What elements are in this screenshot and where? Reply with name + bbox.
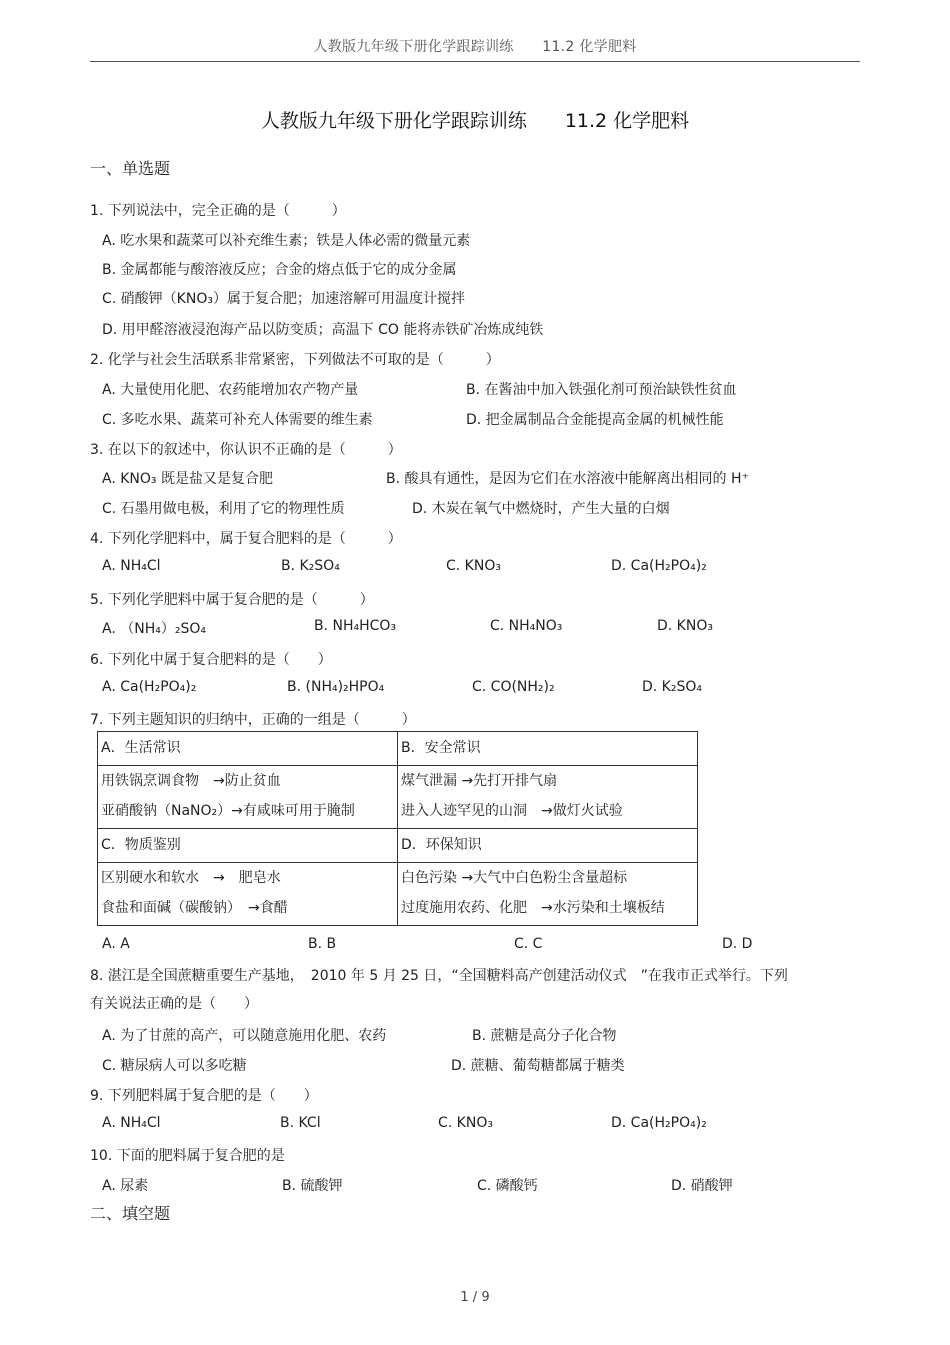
table-d-line-1: 白色污染 →大气中白色粉尘含量超标 — [401, 870, 628, 886]
question-5-stem: 5. 下列化学肥料中属于复合肥的是（ ） — [90, 592, 374, 608]
question-5-option-d: D. KNO₃ — [657, 618, 713, 634]
question-6-stem: 6. 下列化中属于复合肥料的是（ ） — [90, 652, 332, 668]
question-1-option-a: A. 吃水果和蔬菜可以补充维生素；铁是人体必需的微量元素 — [102, 233, 471, 249]
question-9-stem: 9. 下列肥料属于复合肥的是（ ） — [90, 1088, 318, 1104]
table-cell-b-head: B．安全常识 — [398, 732, 698, 766]
question-7-stem: 7. 下列主题知识的归纳中，正确的一组是（ ） — [90, 712, 416, 728]
section-heading-fill-in: 二、填空题 — [90, 1204, 171, 1223]
question-7-option-a: A. A — [102, 936, 130, 952]
question-6-option-a: A. Ca(H₂PO₄)₂ — [102, 679, 197, 695]
question-3-option-a: A. KNO₃ 既是盐又是复合肥 — [102, 471, 273, 487]
question-1-stem: 1. 下列说法中，完全正确的是（ ） — [90, 203, 346, 219]
table-cell-c-body — [98, 863, 398, 926]
question-10-option-b: B. 硫酸钾 — [282, 1178, 343, 1194]
question-10-option-a: A. 尿素 — [102, 1178, 149, 1194]
question-10-option-d: D. 硝酸钾 — [671, 1178, 733, 1194]
question-1-option-c: C. 硝酸钾（KNO₃）属于复合肥；加速溶解可用温度计搅拌 — [102, 291, 465, 307]
header-rule — [90, 61, 860, 62]
question-3-option-c: C. 石墨用做电极，利用了它的物理性质 — [102, 501, 345, 517]
question-10-stem: 10. 下面的肥料属于复合肥的是 — [90, 1148, 285, 1164]
table-b-line-1: 煤气泄漏 →先打开排气扇 — [401, 773, 558, 789]
question-4-stem: 4. 下列化学肥料中，属于复合肥料的是（ ） — [90, 531, 402, 547]
document-title: 人教版九年级下册化学跟踪训练 11.2 化学肥料 — [260, 110, 690, 132]
table-cell-d-body — [398, 863, 698, 926]
table-cell-d-head: D．环保知识 — [398, 829, 698, 863]
question-4-option-d: D. Ca(H₂PO₄)₂ — [611, 558, 707, 574]
question-9-option-d: D. Ca(H₂PO₄)₂ — [611, 1115, 707, 1131]
question-6-option-b: B. (NH₄)₂HPO₄ — [287, 679, 385, 695]
question-10-option-c: C. 磷酸钙 — [477, 1178, 538, 1194]
table-c-line-1: 区别硬水和软水 → 肥皂水 — [101, 870, 281, 886]
question-3-option-d: D. 木炭在氧气中燃烧时，产生大量的白烟 — [412, 501, 670, 517]
table-b-line-2: 进入人迹罕见的山洞 →做灯火试验 — [401, 803, 623, 819]
question-8-stem: 8. 湛江是全国蔗糖重要生产基地， 2010 年 5 月 25 日，“全国糖料高产创建活动仪式 ”在我市正式举行。下列 — [90, 968, 788, 984]
question-9-option-b: B. KCl — [280, 1115, 321, 1131]
question-9-option-c: C. KNO₃ — [438, 1115, 493, 1131]
question-2-option-b: B. 在酱油中加入铁强化剂可预治缺铁性贫血 — [466, 382, 737, 398]
question-2-stem: 2. 化学与社会生活联系非常紧密，下列做法不可取的是（ ） — [90, 352, 500, 368]
question-9-option-a: A. NH₄Cl — [102, 1115, 161, 1131]
question-5-option-b: B. NH₄HCO₃ — [314, 618, 397, 634]
table-a-line-2: 亚硝酸钠（NaNO₂）→有咸味可用于腌制 — [101, 803, 355, 819]
question-7-option-b: B. B — [308, 936, 337, 952]
table-cell-c-head: C．物质鉴别 — [98, 829, 398, 863]
question-1-option-b: B. 金属都能与酸溶液反应；合金的熔点低于它的成分金属 — [102, 262, 457, 278]
question-5-option-a: A. （NH₄）₂SO₄ — [102, 621, 206, 637]
page-number: 1 / 9 — [460, 1290, 490, 1305]
table-cell-a-body — [98, 766, 398, 829]
question-2-option-d: D. 把金属制品合金能提高金属的机械性能 — [466, 412, 724, 428]
question-8-option-b: B. 蔗糖是高分子化合物 — [472, 1028, 617, 1044]
question-6-option-d: D. K₂SO₄ — [642, 679, 702, 695]
question-3-stem: 3. 在以下的叙述中，你认识不正确的是（ ） — [90, 442, 402, 458]
question-4-option-b: B. K₂SO₄ — [281, 558, 340, 574]
question-5-option-c: C. NH₄NO₃ — [490, 618, 563, 634]
table-a-line-1: 用铁锅烹调食物 →防止贫血 — [101, 773, 281, 789]
question-8-option-a: A. 为了甘蔗的高产，可以随意施用化肥、农药 — [102, 1028, 387, 1044]
table-cell-a-head: A．生活常识 — [98, 732, 398, 766]
table-c-line-2: 食盐和面碱（碳酸钠） →食醋 — [101, 900, 288, 916]
section-heading-single-choice: 一、单选题 — [90, 159, 171, 178]
question-2-option-a: A. 大量使用化肥、农药能增加农产物产量 — [102, 382, 359, 398]
question-7-option-c: C. C — [514, 936, 543, 952]
question-6-option-c: C. CO(NH₂)₂ — [472, 679, 555, 695]
page-header: 人教版九年级下册化学跟踪训练 11.2 化学肥料 — [313, 39, 637, 55]
question-8-option-d: D. 蔗糖、葡萄糖都属于糖类 — [451, 1058, 625, 1074]
question-3-option-b: B. 酸具有通性，是因为它们在水溶液中能解离出相同的 H⁺ — [386, 471, 749, 487]
question-2-option-c: C. 多吃水果、蔬菜可补充人体需要的维生素 — [102, 412, 373, 428]
question-1-option-d: D. 用甲醛溶液浸泡海产品以防变质；高温下 CO 能将赤铁矿冶炼成纯铁 — [102, 322, 544, 338]
table-d-line-2: 过度施用农药、化肥 →水污染和土壤板结 — [401, 900, 665, 916]
question-8-option-c: C. 糖尿病人可以多吃糖 — [102, 1058, 247, 1074]
question-8-stem-continued: 有关说法正确的是（ ） — [90, 996, 258, 1012]
question-4-option-c: C. KNO₃ — [446, 558, 501, 574]
table-cell-b-body — [398, 766, 698, 829]
knowledge-table — [97, 731, 698, 926]
question-4-option-a: A. NH₄Cl — [102, 558, 161, 574]
question-7-option-d: D. D — [722, 936, 753, 952]
